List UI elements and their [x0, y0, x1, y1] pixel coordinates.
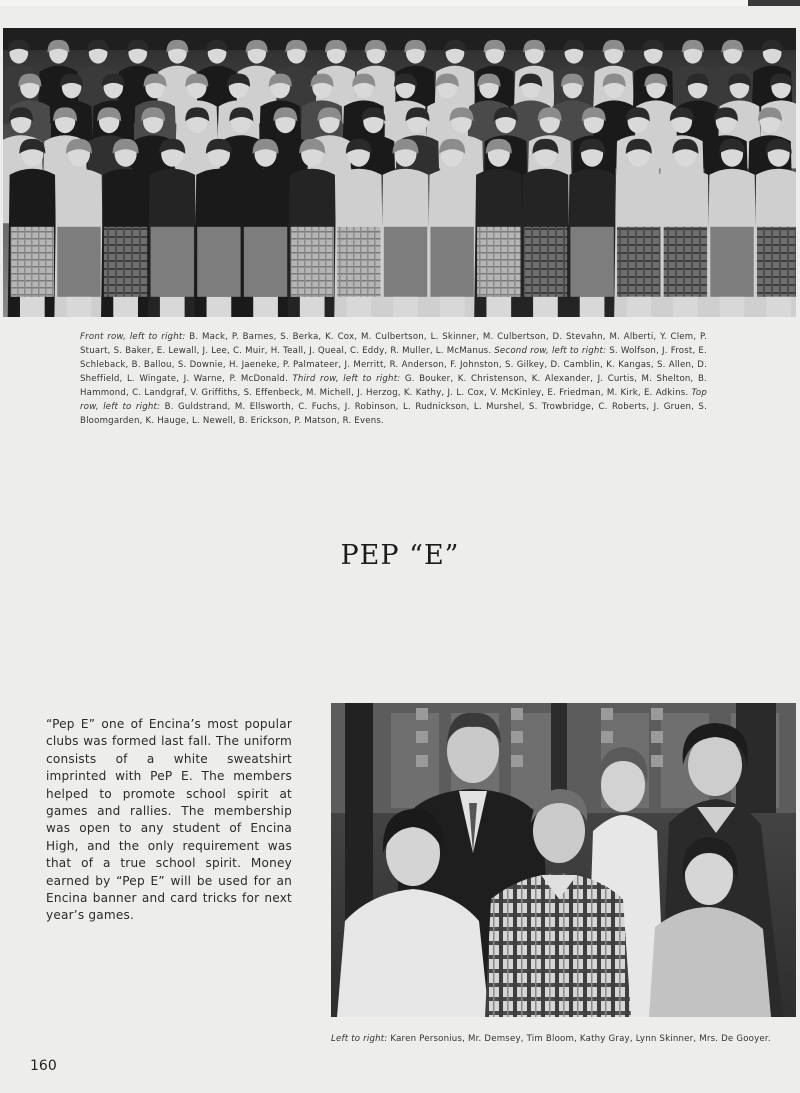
officers-photo-caption: [331, 1032, 771, 1046]
top-strip: [0, 0, 800, 6]
officers-photo: [331, 703, 796, 1017]
corner-mark: [748, 0, 800, 6]
page-title: PEP “E”: [340, 540, 460, 571]
group-photo-image: [3, 28, 796, 317]
group-photo: [3, 28, 796, 317]
officers-caption-names: Karen Personius, Mr. Demsey, Tim Bloom, Kathy Gray, Lynn Skinner, Mrs. De Gooyer.: [387, 1034, 771, 1044]
page-number: 160: [30, 1058, 57, 1074]
caption-names-third: G. Bouker, K. Christenson, K. Alexander, J. Curtis, M. Shelton, B. Hammond, C. Landgraf, V. Griffiths, S. Effenbeck, M. Michell, J. Herzog, K. Kathy, J. L. Cox, V. McKinley, E. Friedman, M. Kirk, E. Adkins.: [80, 374, 707, 398]
caption-names-top: B. Guldstrand, M. Ellsworth, C. Fuchs, J. Robinson, L. Rudnickson, L. Murshel, S. Trowbridge, C. Roberts, J. Gruen, S. Bloomgarden, K. Hauge, L. Newell, B. Erickson, P. Matson, R. Evens.: [80, 402, 708, 426]
caption-names-second: S. Wolfson, J. Frost, E. Schleback, B. Ballou, S. Downie, H. Jaeneke, P. Palmateer, J. Merritt, R. Anderson, F. Johnston, S. Gilkey, D. Camblin, K. Kangas, S. Allen, D. Sheffield, L. Wingate, J. Warne, P. McDonald.: [80, 346, 707, 384]
group-people: [3, 40, 796, 317]
caption-lead-top: Top row, left to right:: [80, 388, 707, 412]
caption-names-front: B. Mack, P. Barnes, S. Berka, K. Cox, M. Culbertson, L. Skinner, M. Culbertson, D. Stevahn, M. Alberti, Y. Clem, P. Stuart, S. Baker, E. Lewall, J. Lee, C. Muir, H. Teall, J. Queal, C. Eddy, R. Muller, L. McManus.: [80, 332, 708, 356]
officers-photo-image: [331, 703, 796, 1017]
caption-lead-second: Second row, left to right:: [494, 346, 607, 356]
officers-caption-lead: Left to right:: [331, 1034, 388, 1044]
group-photo-caption: [80, 330, 707, 428]
caption-lead-front: Front row, left to right:: [80, 332, 186, 342]
caption-lead-third: Third row, left to right:: [292, 374, 401, 384]
article-body: “Pep E” one of Encina’s most popular clubs was formed last fall. The uniform consists of a white sweatshirt imprinted with PeP E. The members helped to promote school spirit at games and rallies. The membership was open to any student of Encina High, and the only requirement was that of a true school spirit. Money earned by “Pep E” will be used for an Encina banner and card tricks for next year’s games.: [46, 717, 292, 923]
